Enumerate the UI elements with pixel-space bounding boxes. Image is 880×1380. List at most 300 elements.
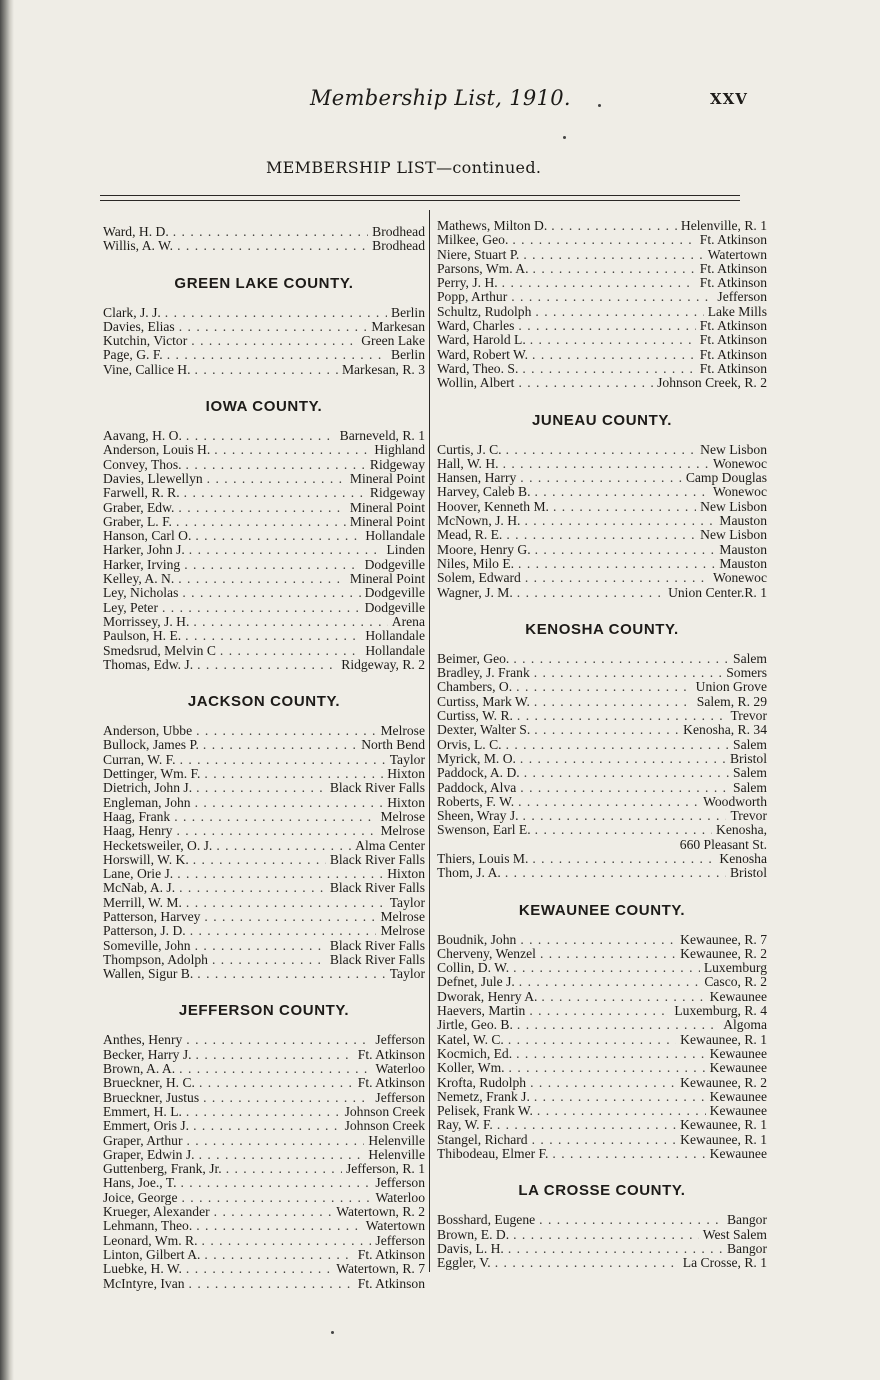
member-entry xyxy=(103,515,425,529)
member-entry xyxy=(437,485,767,499)
member-name: Wollin, Albert xyxy=(437,375,515,391)
member-location: Mauston xyxy=(719,555,767,571)
member-name: Paulson, H. E. xyxy=(103,628,182,644)
dot-leader xyxy=(196,1048,354,1062)
dot-leader xyxy=(551,219,677,233)
member-name: Moore, Henry G. xyxy=(437,541,531,557)
dot-leader xyxy=(190,924,377,938)
member-entry xyxy=(437,1076,767,1090)
member-location: Luxemburg, R. 4 xyxy=(674,1003,767,1019)
member-name: Ward, Charles xyxy=(437,318,515,334)
member-location: Ft. Atkinson xyxy=(699,260,767,276)
dot-leader xyxy=(204,1248,353,1262)
member-location: Markesan, R. 3 xyxy=(341,361,425,377)
member-entry xyxy=(103,348,425,362)
dot-leader xyxy=(195,529,361,543)
county-heading: LA CROSSE COUNTY. xyxy=(518,1182,686,1200)
member-name: Someville, John xyxy=(103,937,191,953)
member-location: Union Grove xyxy=(695,679,767,695)
member-name: Niere, Stuart P. xyxy=(437,246,520,262)
member-name: Emmert, H. L. xyxy=(103,1103,182,1119)
member-name: Kelley, A. N. xyxy=(103,571,175,587)
member-location: Mauston xyxy=(719,541,767,557)
dot-leader xyxy=(513,961,700,975)
member-location: Kewaunee xyxy=(709,1060,767,1076)
dot-leader xyxy=(199,1148,365,1162)
member-location: Wonewoc xyxy=(712,484,767,500)
member-entry xyxy=(103,881,425,895)
dot-leader xyxy=(511,290,713,304)
member-location: Mineral Point xyxy=(349,513,425,529)
member-location: Melrose xyxy=(380,923,425,939)
dot-leader xyxy=(506,443,697,457)
member-name: Hanson, Carl O. xyxy=(103,528,192,544)
dot-leader xyxy=(525,571,709,585)
member-entry xyxy=(103,824,425,838)
member-entry xyxy=(437,738,767,752)
member-name: Orvis, L. C. xyxy=(437,736,502,752)
member-name: Jirtle, Geo. B. xyxy=(437,1017,513,1033)
member-location: Markesan xyxy=(371,318,425,334)
member-entry xyxy=(437,1061,767,1075)
member-name: Popp, Arthur xyxy=(437,289,508,305)
member-entry xyxy=(437,723,767,737)
dot-leader xyxy=(186,1033,371,1047)
member-location: New Lisbon xyxy=(700,441,767,457)
dot-leader xyxy=(519,975,701,989)
dot-leader xyxy=(506,738,729,752)
member-location: Brodhead xyxy=(372,224,425,239)
member-entry xyxy=(437,290,767,304)
member-entry xyxy=(437,1228,767,1242)
member-location: New Lisbon xyxy=(700,527,767,543)
member-location: Wonewoc xyxy=(712,570,767,586)
member-name: McNab, A. J. xyxy=(103,880,176,896)
member-location: Algoma xyxy=(723,1017,767,1033)
member-location: Ft. Atkinson xyxy=(699,346,767,362)
dot-leader xyxy=(540,947,676,961)
member-entry xyxy=(103,658,425,672)
member-location: Bristol xyxy=(729,750,767,766)
dot-leader xyxy=(520,752,726,766)
member-name: Ward, Robert W. xyxy=(437,346,529,362)
member-name: Wagner, J. M. xyxy=(437,584,513,600)
dot-leader xyxy=(523,809,727,823)
dot-leader xyxy=(513,652,729,666)
member-entry xyxy=(437,1104,767,1118)
dot-leader xyxy=(195,363,338,377)
member-name: Aavang, H. O. xyxy=(103,428,182,444)
county-heading: JACKSON COUNTY. xyxy=(187,693,341,711)
member-entry xyxy=(437,543,767,557)
dot-leader xyxy=(518,795,699,809)
dot-leader xyxy=(196,781,326,795)
dot-leader xyxy=(196,1219,361,1233)
dot-leader xyxy=(520,933,676,947)
dot-leader xyxy=(535,305,703,319)
member-name: Thomas, Edw. J. xyxy=(103,656,194,672)
member-name: Pelisek, Frank W. xyxy=(437,1103,533,1119)
member-location: Melrose xyxy=(380,823,425,839)
dot-leader xyxy=(173,225,368,239)
member-location: Salem xyxy=(733,736,767,752)
member-entry xyxy=(437,680,767,694)
member-location: Kewaunee, R. 2 xyxy=(680,1074,767,1090)
member-name: Smedsrud, Melvin C xyxy=(103,642,216,658)
member-entry xyxy=(103,781,425,795)
dot-leader xyxy=(535,543,716,557)
member-name: Dworak, Henry A. xyxy=(437,988,538,1004)
member-location: Kewaunee xyxy=(709,1088,767,1104)
dot-leader xyxy=(186,458,366,472)
dot-leader xyxy=(523,248,703,262)
member-name: Hall, W. H. xyxy=(437,455,499,471)
member-entry xyxy=(103,724,425,738)
member-entry xyxy=(437,975,767,989)
dot-leader xyxy=(186,1105,341,1119)
group-spacer xyxy=(437,1271,767,1279)
member-entry xyxy=(437,795,767,809)
member-location: Dodgeville xyxy=(364,556,425,572)
member-name: Harker, Irving xyxy=(103,556,181,572)
member-name: Haag, Frank xyxy=(103,808,171,824)
member-location: Hixton xyxy=(387,794,425,810)
member-location: Dodgeville xyxy=(364,585,425,601)
member-entry xyxy=(103,334,425,348)
member-entry xyxy=(103,1134,425,1148)
member-entry xyxy=(437,571,767,585)
member-name: Ward, H. D. xyxy=(103,224,169,239)
member-location: Linden xyxy=(386,542,425,558)
member-location: Ft. Atkinson xyxy=(699,332,767,348)
member-location: Watertown, R. 2 xyxy=(336,1204,425,1220)
county-heading: IOWA COUNTY. xyxy=(205,398,323,416)
member-name: Farwell, R. R. xyxy=(103,485,180,501)
dot-leader xyxy=(193,853,326,867)
dot-leader xyxy=(512,233,695,247)
member-name: Beimer, Geo. xyxy=(437,650,510,666)
member-location: Bangor xyxy=(726,1240,767,1256)
member-name: Anderson, Louis H. xyxy=(103,442,211,458)
member-location: Melrose xyxy=(380,908,425,924)
member-name: Thom, J. A. xyxy=(437,865,501,881)
dot-leader xyxy=(195,939,326,953)
member-name: Myrick, M. O. xyxy=(437,750,516,766)
member-location: La Crosse, R. 1 xyxy=(682,1255,767,1271)
member-name: Chambers, O. xyxy=(437,679,513,695)
member-entry xyxy=(103,1033,425,1047)
member-location-continued: 660 Pleasant St. xyxy=(679,836,767,852)
member-entry xyxy=(437,319,767,333)
member-name: Ley, Nicholas xyxy=(103,585,179,601)
member-name: Lane, Orie J. xyxy=(103,866,174,882)
dot-leader xyxy=(162,601,361,615)
dot-leader xyxy=(506,528,696,542)
member-entry xyxy=(103,738,425,752)
member-location: Ft. Atkinson xyxy=(699,318,767,334)
member-name: Willis, A. W. xyxy=(103,238,174,254)
dot-leader xyxy=(186,429,336,443)
member-entry xyxy=(437,514,767,528)
dot-leader xyxy=(177,867,383,881)
member-entry xyxy=(437,1004,767,1018)
member-location: Ridgeway xyxy=(369,485,425,501)
member-entry xyxy=(103,753,425,767)
member-entry xyxy=(103,924,425,938)
member-entry xyxy=(103,1262,425,1276)
member-entry xyxy=(437,1090,767,1104)
member-location: Waterloo xyxy=(375,1061,425,1077)
member-entry xyxy=(437,1256,767,1270)
member-location: Wonewoc xyxy=(712,455,767,471)
member-name: Thompson, Adolph xyxy=(103,951,208,967)
dot-leader xyxy=(532,1133,677,1147)
member-name: Roberts, F. W. xyxy=(437,793,515,809)
member-location: Bristol xyxy=(729,865,767,881)
member-name: McIntyre, Ivan xyxy=(103,1275,185,1291)
county-heading: KENOSHA COUNTY. xyxy=(525,620,679,638)
member-entry xyxy=(437,333,767,347)
member-entry xyxy=(103,429,425,443)
member-name: Davies, Llewellyn xyxy=(103,470,203,486)
member-name: Guttenberg, Frank, Jr. xyxy=(103,1161,222,1177)
member-name: Perry, J. H. xyxy=(437,275,498,291)
column-divider xyxy=(429,210,430,1272)
member-name: Paddock, Alva xyxy=(437,779,517,795)
dot-leader xyxy=(181,1176,372,1190)
dot-leader xyxy=(193,615,387,629)
dot-leader xyxy=(553,500,696,514)
member-location: Black River Falls xyxy=(329,880,425,896)
dot-leader xyxy=(178,572,346,586)
member-location: Ridgeway xyxy=(369,456,425,472)
member-name: Mead, R. E. xyxy=(437,527,503,543)
member-location: Helenville xyxy=(368,1132,425,1148)
member-location: West Salem xyxy=(702,1226,767,1242)
member-name: Parsons, Wm. A. xyxy=(437,260,529,276)
member-entry xyxy=(103,586,425,600)
member-entry xyxy=(103,810,425,824)
dot-leader xyxy=(182,1191,372,1205)
group-spacer xyxy=(103,672,425,680)
dot-leader xyxy=(508,1242,723,1256)
member-name: Curtis, J. C. xyxy=(437,441,502,457)
member-name: Hoover, Kenneth M. xyxy=(437,498,549,514)
dot-leader xyxy=(186,896,386,910)
group-spacer xyxy=(437,1161,767,1169)
dot-leader xyxy=(535,485,709,499)
member-entry xyxy=(103,796,425,810)
member-entry xyxy=(103,767,425,781)
member-name: Brown, A. A. xyxy=(103,1061,176,1077)
member-name: Patterson, J. D. xyxy=(103,923,186,939)
member-location: Jefferson xyxy=(717,289,767,305)
dot-leader xyxy=(535,823,712,837)
member-entry xyxy=(103,572,425,586)
dot-leader xyxy=(534,666,722,680)
dot-leader xyxy=(202,1234,372,1248)
member-name: Leonard, Wm. R. xyxy=(103,1232,198,1248)
dot-leader xyxy=(497,1118,676,1132)
member-entry xyxy=(437,376,767,390)
member-entry xyxy=(437,809,767,823)
member-entry xyxy=(437,1033,767,1047)
member-name: Koller, Wm. xyxy=(437,1060,505,1076)
member-name: Graper, Edwin J. xyxy=(103,1146,195,1162)
member-entry xyxy=(437,528,767,542)
member-name: Anthes, Henry xyxy=(103,1032,183,1048)
member-name: Anderson, Ubbe xyxy=(103,723,193,739)
member-location: Helenville, R. 1 xyxy=(680,218,767,233)
member-entry xyxy=(437,695,767,709)
member-location: Hollandale xyxy=(365,628,425,644)
running-title: Membership List, 1910. xyxy=(310,86,571,110)
member-name: Katel, W. C. xyxy=(437,1031,504,1047)
dot-leader xyxy=(517,586,664,600)
member-name: Page, G. F. xyxy=(103,347,163,363)
member-entry xyxy=(437,1213,767,1227)
member-location: Jefferson xyxy=(375,1089,425,1105)
member-location: Mineral Point xyxy=(349,499,425,515)
member-location: Watertown, R. 7 xyxy=(336,1261,425,1277)
member-location: Highland xyxy=(374,442,425,458)
member-location: North Bend xyxy=(361,737,425,753)
member-location: Helenville xyxy=(368,1146,425,1162)
member-location: Kewaunee, R. 1 xyxy=(680,1031,767,1047)
dot-leader xyxy=(539,1213,723,1227)
member-name: Thiers, Louis M. xyxy=(437,850,529,866)
member-location: Watertown xyxy=(365,1218,425,1234)
dot-leader xyxy=(226,1162,342,1176)
member-name: Wallen, Sigur B. xyxy=(103,966,194,982)
member-name: Patterson, Harvey xyxy=(103,908,201,924)
member-location: Kenosha, xyxy=(716,822,767,838)
dot-leader xyxy=(533,262,696,276)
member-entry xyxy=(437,823,767,837)
member-entry xyxy=(103,953,425,967)
dot-leader xyxy=(502,276,696,290)
member-location: Mineral Point xyxy=(349,571,425,587)
member-location: Arena xyxy=(391,613,425,629)
member-name: Ward, Theo. S. xyxy=(437,360,519,376)
member-name: Vine, Callice H. xyxy=(103,361,191,377)
member-location: Waterloo xyxy=(375,1189,425,1205)
dot-leader xyxy=(203,738,357,752)
dot-leader xyxy=(505,866,726,880)
member-name: Defnet, Jule J. xyxy=(437,974,515,990)
member-entry xyxy=(103,1219,425,1233)
right-column xyxy=(437,219,767,1279)
dot-leader xyxy=(520,471,682,485)
member-entry xyxy=(103,1091,425,1105)
member-entry xyxy=(103,1176,425,1190)
member-location: Taylor xyxy=(389,894,425,910)
dot-leader xyxy=(517,1018,719,1032)
member-entry xyxy=(437,666,767,680)
member-name: Bullock, James P. xyxy=(103,737,199,753)
dot-leader xyxy=(532,348,696,362)
member-name: Ley, Peter xyxy=(103,599,158,615)
member-location: Kewaunee, R. 7 xyxy=(680,931,767,947)
member-name: Dettinger, Wm. F. xyxy=(103,766,201,782)
member-entry xyxy=(437,457,767,471)
member-location: Union Center.R. 1 xyxy=(668,584,767,600)
dot-leader xyxy=(516,680,692,694)
member-name: Curtiss, W. R. xyxy=(437,708,513,724)
member-entry xyxy=(103,239,425,253)
member-entry xyxy=(103,853,425,867)
dot-leader xyxy=(529,1004,670,1018)
member-location: Salem xyxy=(733,650,767,666)
dot-leader xyxy=(182,586,360,600)
member-name: Harvey, Caleb B. xyxy=(437,484,531,500)
member-name: Bradley, J. Frank xyxy=(437,665,530,681)
dot-leader xyxy=(552,1147,705,1161)
member-location: New Lisbon xyxy=(700,498,767,514)
member-location: Melrose xyxy=(380,723,425,739)
member-entry xyxy=(437,652,767,666)
member-entry xyxy=(103,443,425,457)
member-entry xyxy=(437,305,767,319)
member-entry xyxy=(103,529,425,543)
member-entry xyxy=(437,276,767,290)
member-entry xyxy=(437,1047,767,1061)
member-entry xyxy=(103,839,425,853)
dot-leader xyxy=(214,1205,333,1219)
dot-leader xyxy=(524,514,715,528)
member-name: Emmert, Oris J. xyxy=(103,1118,190,1134)
member-location: Kenosha xyxy=(719,850,767,866)
member-entry xyxy=(103,910,425,924)
member-name: Milkee, Geo. xyxy=(437,232,509,248)
dot-leader xyxy=(212,953,326,967)
member-entry xyxy=(437,852,767,866)
member-entry xyxy=(103,320,425,334)
dot-leader xyxy=(503,457,709,471)
member-location: Trevor xyxy=(730,708,767,724)
member-name: Graper, Arthur xyxy=(103,1132,183,1148)
dot-leader xyxy=(532,852,715,866)
member-name: Haevers, Martin xyxy=(437,1003,526,1019)
member-entry xyxy=(103,1048,425,1062)
member-entry xyxy=(103,629,425,643)
member-location: Ridgeway, R. 2 xyxy=(341,656,425,672)
member-location: Brodhead xyxy=(372,238,425,254)
dot-leader xyxy=(517,709,727,723)
member-name: Merrill, W. M. xyxy=(103,894,182,910)
dot-leader xyxy=(193,1119,340,1133)
member-location: Dodgeville xyxy=(364,599,425,615)
dot-leader xyxy=(522,362,695,376)
member-location: Casco, R. 2 xyxy=(704,974,767,990)
member-location: Kewaunee, R. 2 xyxy=(680,945,767,961)
member-entry xyxy=(437,586,767,600)
member-entry xyxy=(437,709,767,723)
book-spine-shadow xyxy=(0,0,14,1380)
dot-leader xyxy=(534,1090,706,1104)
member-location: Mineral Point xyxy=(349,470,425,486)
member-entry xyxy=(103,1105,425,1119)
member-entry xyxy=(437,766,767,780)
member-name: Collin, D. W. xyxy=(437,960,510,976)
member-location: Luxemburg xyxy=(703,960,767,976)
member-location: Ft. Atkinson xyxy=(699,232,767,248)
dot-leader xyxy=(530,1076,676,1090)
member-name: Clark, J. J. xyxy=(103,304,161,320)
member-entry xyxy=(103,225,425,239)
dot-leader xyxy=(524,766,729,780)
member-name: Stangel, Richard xyxy=(437,1131,528,1147)
